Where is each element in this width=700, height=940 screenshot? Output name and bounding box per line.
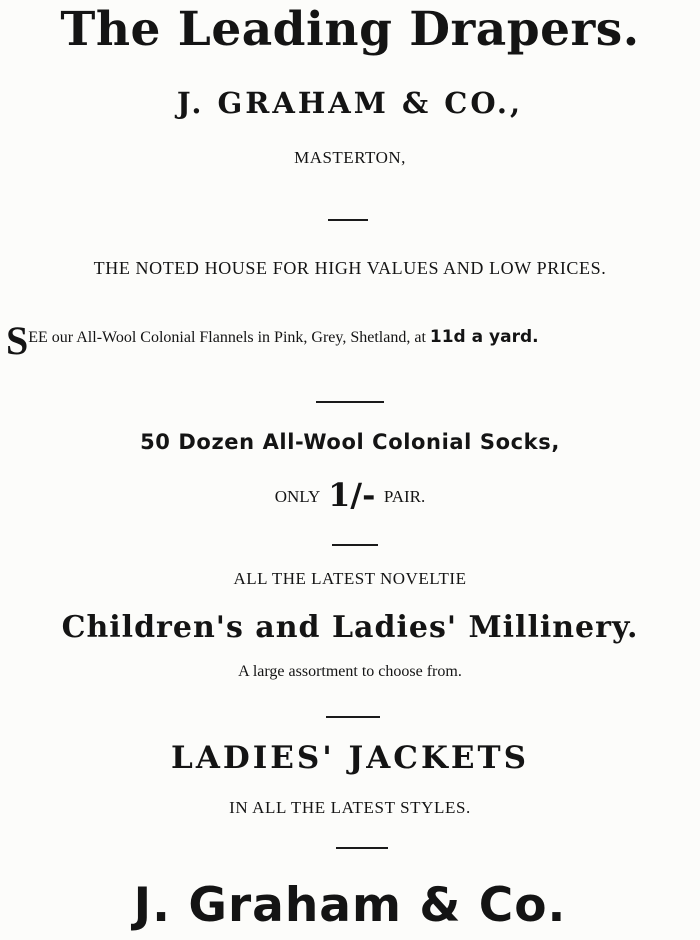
divider: [328, 219, 368, 221]
divider: [336, 847, 388, 849]
footer-firm-name: J. Graham & Co.: [133, 878, 567, 933]
assortment: A large assortment to choose from.: [238, 663, 462, 680]
millinery-heading: Children's and Ladies' Millinery.: [61, 610, 639, 645]
jackets-heading: LADIES' JACKETS: [171, 740, 529, 776]
drop-cap: S: [6, 318, 29, 363]
town: MASTERTON,: [294, 148, 406, 167]
divider: [332, 544, 378, 546]
firm-name: J. GRAHAM & CO.,: [176, 86, 524, 120]
socks-price-line: [0, 476, 700, 514]
unit-label: PAIR.: [383, 487, 426, 506]
socks-price: 1/-: [328, 476, 376, 514]
headline: The Leading Drapers.: [60, 2, 640, 57]
flannel-price: 11d a yard.: [429, 327, 539, 347]
socks-title: 50 Dozen All-Wool Colonial Socks,: [140, 430, 560, 454]
only-label: ONLY: [274, 487, 320, 506]
tagline: THE NOTED HOUSE FOR HIGH VALUES AND LOW PRICES.: [93, 258, 607, 278]
flannel-notice: [6, 318, 700, 363]
jackets-subtitle: IN ALL THE LATEST STYLES.: [229, 798, 471, 817]
flannel-text: EE our All-Wool Colonial Flannels in Pink, Grey, Shetland, at: [28, 329, 430, 346]
divider: [326, 716, 380, 718]
novelties: ALL THE LATEST NOVELTIE: [233, 569, 467, 588]
divider: [316, 401, 384, 403]
